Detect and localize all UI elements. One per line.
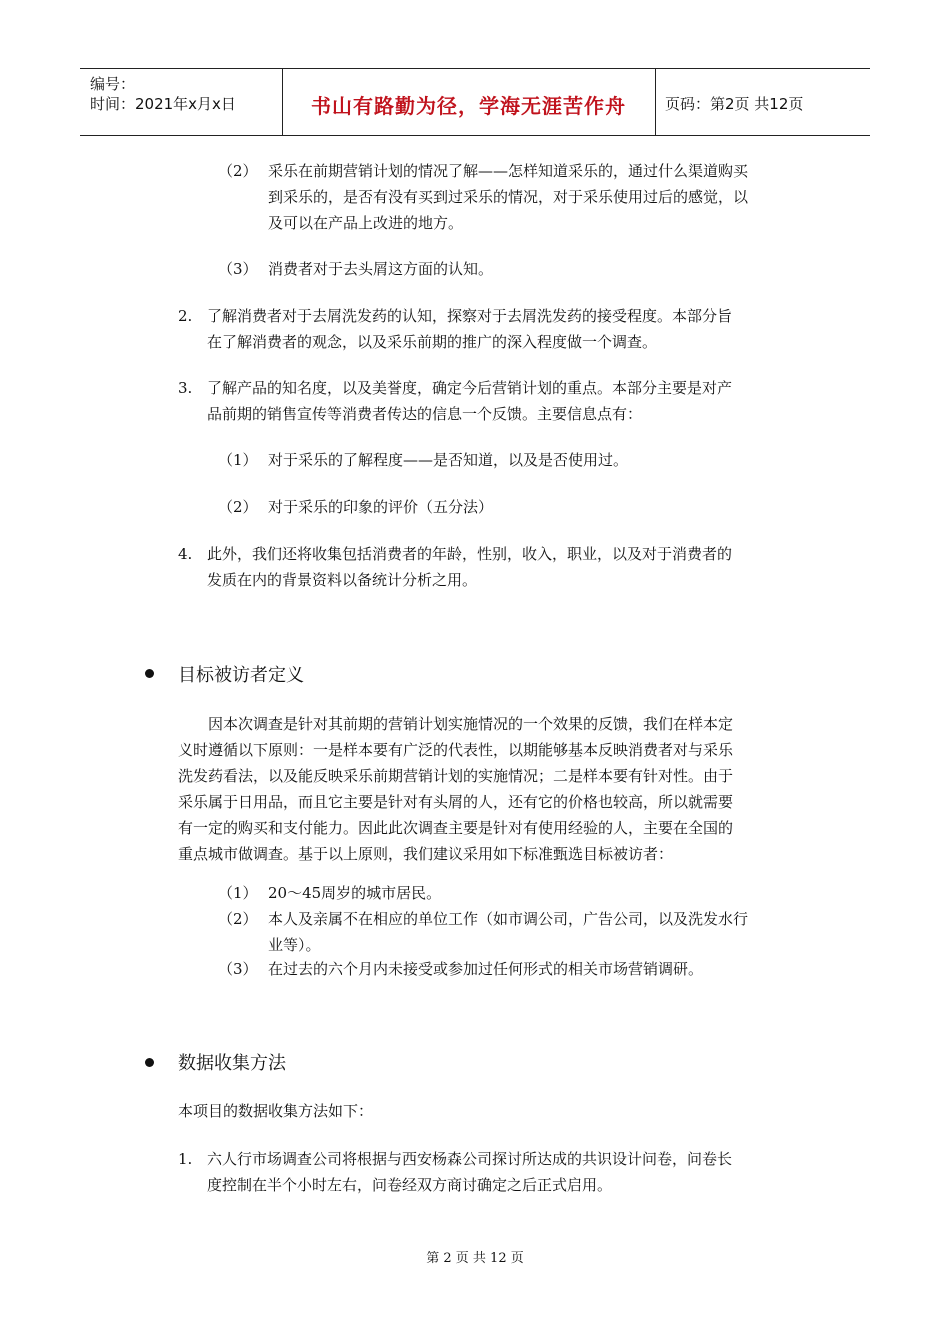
header-slogan: 书山有路勤为径，学海无涯苦作舟 <box>311 94 626 118</box>
header-page-label: 页码：第2页 共12页 <box>665 95 804 113</box>
text-line: 有一定的购买和支付能力。因此此次调查主要是针对有使用经验的人，主要在全国的 <box>178 819 734 837</box>
text-line: 洗发药看法，以及能反映采乐前期营销计划的实施情况；二是样本要有针对性。由于 <box>178 767 734 785</box>
sub-item-marker: （2） <box>218 498 258 516</box>
document-time-label: 时间：2021年x月x日 <box>90 95 236 113</box>
text-line: 六人行市场调查公司将根据与西安杨森公司探讨所达成的共识设计问卷，问卷长 <box>207 1150 733 1168</box>
text-line: 了解消费者对于去屑洗发药的认知，探察对于去屑洗发药的接受程度。本部分旨 <box>207 307 733 325</box>
sub-item-text <box>268 158 748 236</box>
text-line: 发质在内的背景资料以备统计分析之用。 <box>207 571 478 589</box>
section-heading: 目标被访者定义 <box>178 665 304 686</box>
text-line: 到采乐的，是否有没有买到过采乐的情况，对于采乐使用过后的感觉，以 <box>268 188 749 206</box>
criteria-text <box>268 906 748 958</box>
list-item-marker: 4. <box>178 545 193 563</box>
list-item-text <box>207 303 732 355</box>
page-footer: 第 2 页 共 12 页 <box>426 1251 524 1266</box>
list-item-marker: 2. <box>178 307 193 325</box>
text-line: 因本次调查是针对其前期的营销计划实施情况的一个效果的反馈，我们在样本定 <box>208 715 734 733</box>
text-line: 义时遵循以下原则：一是样本要有广泛的代表性，以期能够基本反映消费者对与采乐 <box>178 741 734 759</box>
document-number-label: 编号： <box>90 75 136 93</box>
criteria-marker: （1） <box>218 884 258 902</box>
sub-item-text: 对于采乐的印象的评价（五分法） <box>268 498 494 516</box>
text-line: 品前期的销售宣传等消费者传达的信息一个反馈。主要信息点有： <box>207 405 643 423</box>
text-line: 及可以在产品上改进的地方。 <box>268 214 464 232</box>
text-line: 采乐属于日用品，而且它主要是针对有头屑的人，还有它的价格也较高，所以就需要 <box>178 793 734 811</box>
criteria-text: 在过去的六个月内未接受或参加过任何形式的相关市场营销调研。 <box>268 960 704 978</box>
criteria-marker: （3） <box>218 960 258 978</box>
section-intro: 本项目的数据收集方法如下： <box>178 1102 374 1120</box>
text-line: 了解产品的知名度，以及美誉度，确定今后营销计划的重点。本部分主要是对产 <box>207 379 733 397</box>
text-line: 此外，我们还将收集包括消费者的年龄，性别，收入，职业，以及对于消费者的 <box>207 545 733 563</box>
list-item-text <box>207 541 732 593</box>
text-line: 采乐在前期营销计划的情况了解——怎样知道采乐的，通过什么渠道购买 <box>268 162 749 180</box>
header-bottom-rule <box>80 135 870 136</box>
text-line: 度控制在半个小时左右，问卷经双方商讨确定之后正式启用。 <box>207 1176 613 1194</box>
header-divider-right <box>655 68 656 136</box>
section-heading: 数据收集方法 <box>178 1053 286 1074</box>
bullet-icon <box>145 1058 154 1067</box>
sub-item-marker: （1） <box>218 451 258 469</box>
sub-item-marker: （3） <box>218 260 258 278</box>
header-left-cell <box>90 74 236 114</box>
sub-item-marker: （2） <box>218 162 258 180</box>
text-line: 在了解消费者的观念，以及采乐前期的推广的深入程度做一个调查。 <box>207 333 658 351</box>
section-paragraph <box>178 711 733 867</box>
list-item-text <box>207 1146 732 1198</box>
text-line: 重点城市做调查。基于以上原则，我们建议采用如下标准甄选目标被访者： <box>178 845 674 863</box>
text-line: 本人及亲属不在相应的单位工作（如市调公司，广告公司，以及洗发水行 <box>268 910 749 928</box>
list-item-marker: 1. <box>178 1150 193 1168</box>
sub-item-text: 对于采乐的了解程度——是否知道，以及是否使用过。 <box>268 451 629 469</box>
criteria-marker: （2） <box>218 910 258 928</box>
criteria-text: 20～45周岁的城市居民。 <box>268 884 442 902</box>
text-line: 业等）。 <box>268 936 321 954</box>
list-item-text <box>207 375 732 427</box>
list-item-marker: 3. <box>178 379 193 397</box>
bullet-icon <box>145 669 154 678</box>
sub-item-text: 消费者对于去头屑这方面的认知。 <box>268 260 494 278</box>
header-top-rule <box>80 68 870 69</box>
